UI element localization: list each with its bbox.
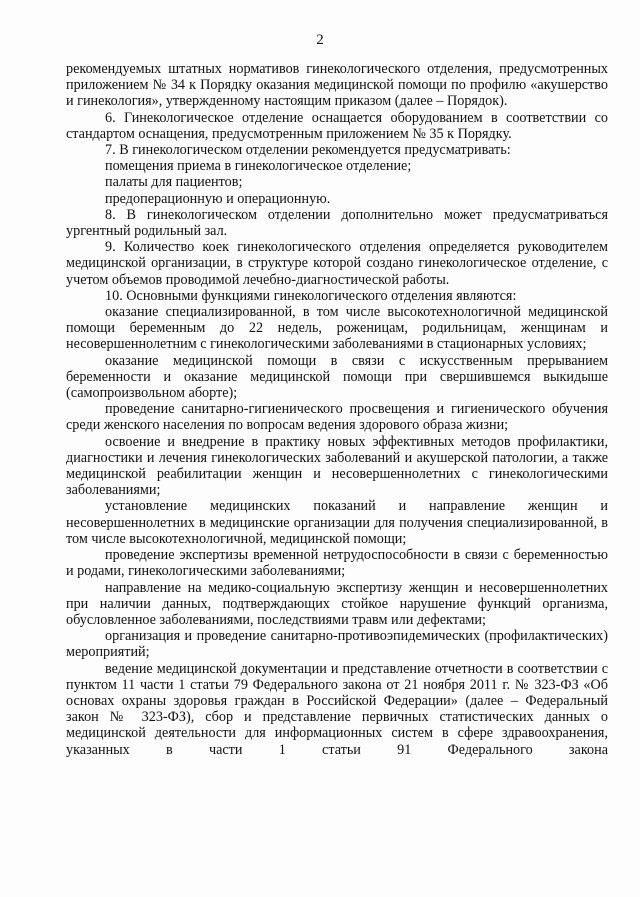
function-specialized-care: оказание специализированной, в том числе высокотехнологичной медицинской помощи беременным до 22 недель, роженицам, родильницам, женщинам и несовершеннолетним с гинекологическими заболеваниями в стационарных условиях; xyxy=(66,304,608,353)
list-item-operating-rooms: предоперационную и операционную. xyxy=(105,190,331,207)
paragraph-item-10: 10. Основными функциями гинекологического отделения являются: xyxy=(105,287,517,304)
function-new-methods: освоение и внедрение в практику новых эффективных методов профилактики, диагностики и лечения гинекологических заболеваний и акушерской патологии, а также медицинской реабилитации женщин и несовершеннолетних с гинекологическими заболеваниями; xyxy=(66,433,608,499)
document-body xyxy=(66,61,608,758)
function-abortion-care: оказание медицинской помощи в связи с искусственным прерыванием беременности и оказание медицинской помощи при свершившемся выкидыше (самопроизвольном аборте); xyxy=(66,352,608,402)
function-medical-social-expertise: направление на медико-социальную экспертизу женщин и несовершеннолетних при наличии данных, подтверждающих стойкое нарушение функций организма, обусловленное заболеваниями, последствиями травм или дефектами; xyxy=(66,579,608,628)
function-disability-expertise: проведение экспертизы временной нетрудоспособности в связи с беременностью и родами, гинекологическими заболеваниями; xyxy=(66,547,608,580)
paragraph-item-7: 7. В гинекологическом отделении рекомендуется предусматривать: xyxy=(105,142,511,159)
list-item-patient-wards: палаты для пациентов; xyxy=(105,174,243,191)
function-hygiene-education: проведение санитарно-гигиенического просвещения и гигиенического обучения среди женского населения по вопросам ведения здорового образа жизни; xyxy=(66,401,608,434)
paragraph-staffing-continuation: рекомендуемых штатных нормативов гинекологического отделения, предусмотренных приложением № 34 к Порядку оказания медицинской помощи по профилю «акушерство и гинекология», утвержденному настоящим приказом (далее – Порядок). xyxy=(66,61,608,110)
paragraph-item-8: 8. В гинекологическом отделении дополнительно может предусматриваться ургентный родильный зал. xyxy=(66,206,608,240)
page-number: 2 xyxy=(316,32,324,48)
function-referral: установление медицинских показаний и направление женщин и несовершеннолетних в медицинские организации для получения специализированной, в том числе высокотехнологичной, медицинской помощи; xyxy=(66,498,608,547)
paragraph-item-9: 9. Количество коек гинекологического отделения определяется руководителем медицинской организации, в структуре которой создано гинекологическое отделение, с учетом объемов проводимой лечебно-диагностической работы. xyxy=(66,239,608,288)
function-epidemic-measures: организация и проведение санитарно-противоэпидемических (профилактических) мероприятий; xyxy=(66,628,608,661)
list-item-reception-rooms: помещения приема в гинекологическое отделение; xyxy=(105,158,412,175)
paragraph-item-6: 6. Гинекологическое отделение оснащается оборудованием в соответствии со стандартом оснащения, предусмотренным приложением № 35 к Порядку. xyxy=(66,109,608,142)
function-documentation: ведение медицинской документации и представление отчетности в соответствии с пунктом 11 части 1 статьи 79 Федерального закона от 21 ноября 2011 г. № 323-ФЗ «Об основах охраны здоровья граждан в Российской Федерации» (далее – Федеральный закон № 323-ФЗ), сбор и представление первичных статистических данных о медицинской деятельности для информационных систем в сфере здравоохранения, указанных в части 1 статьи 91 Федерального закона xyxy=(66,660,608,758)
